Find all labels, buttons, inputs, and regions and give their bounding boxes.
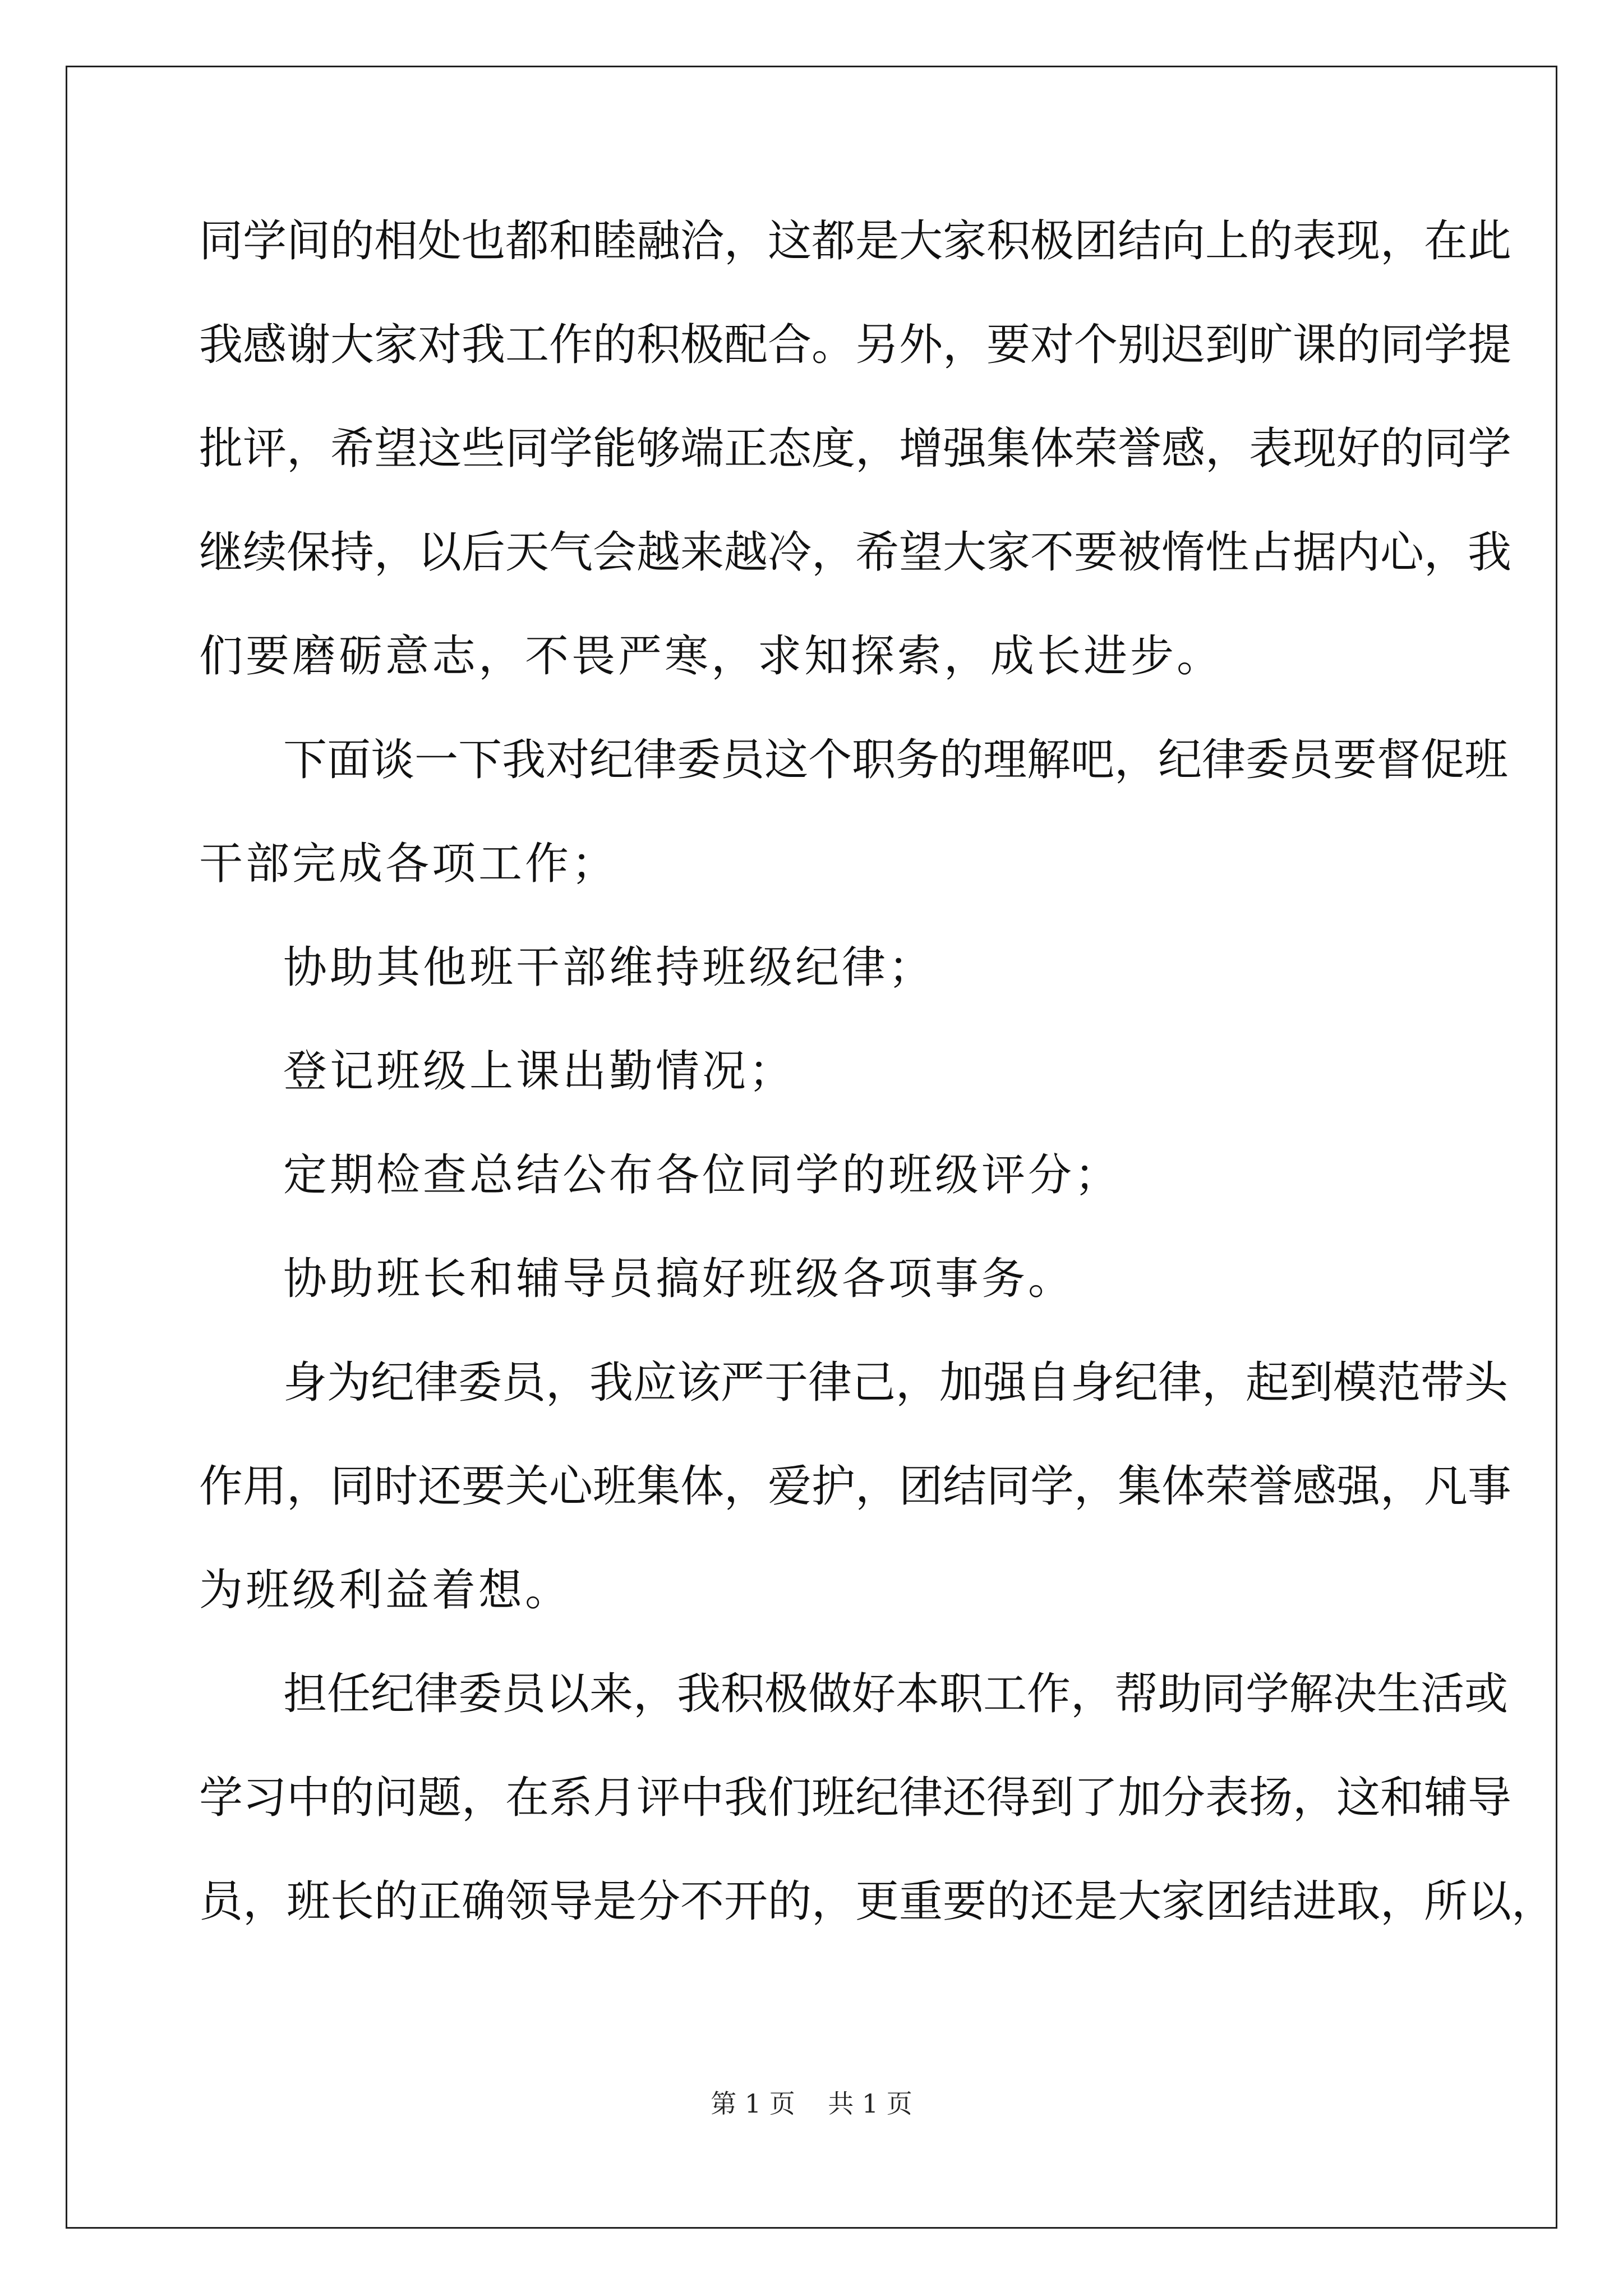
paragraph-first-line: 身为纪律委员，我应该严于律己，加强自身纪律，起到模范带头 [283,1358,1509,1408]
text-line: 干部完成各项工作； [199,839,619,889]
text-line: 批评，希望这些同学能够端正态度，增强集体荣誉感，表现好的同学 [199,424,1512,474]
text-line: 员，班长的正确领导是分不开的，更重要的还是大家团结进取，所以， [199,1876,1556,1927]
paragraph-first-line: 协助其他班干部维持班级纪律； [283,942,935,993]
text-line: 我感谢大家对我工作的积极配合。另外，要对个别迟到旷课的同学提 [199,320,1512,370]
paragraph-first-line: 定期检查总结公布各位同学的班级评分； [283,1150,1122,1200]
paragraph-first-line: 协助班长和辅导员搞好班级各项事务。 [283,1254,1075,1304]
text-line: 为班级利益着想。 [199,1565,572,1616]
paragraph-first-line: 下面谈一下我对纪律委员这个职务的理解吧，纪律委员要督促班 [283,735,1509,785]
paragraph-first-line: 担任纪律委员以来，我积极做好本职工作，帮助同学解决生活或 [283,1669,1509,1719]
text-line: 同学间的相处也都和睦融洽，这都是大家积极团结向上的表现，在此 [199,216,1512,266]
text-line: 们要磨砺意志，不畏严寒，求知探索，成长进步。 [199,631,1224,682]
text-line: 作用，同时还要关心班集体，爱护，团结同学，集体荣誉感强，凡事 [199,1461,1512,1512]
paragraph-first-line: 登记班级上课出勤情况； [283,1046,796,1097]
text-line: 学习中的问题，在系月评中我们班纪律还得到了加分表扬，这和辅导 [199,1773,1512,1823]
page-number-footer: 第 1 页 共 1 页 [711,2088,912,2119]
text-line: 继续保持，以后天气会越来越冷，希望大家不要被惰性占据内心，我 [199,527,1512,578]
